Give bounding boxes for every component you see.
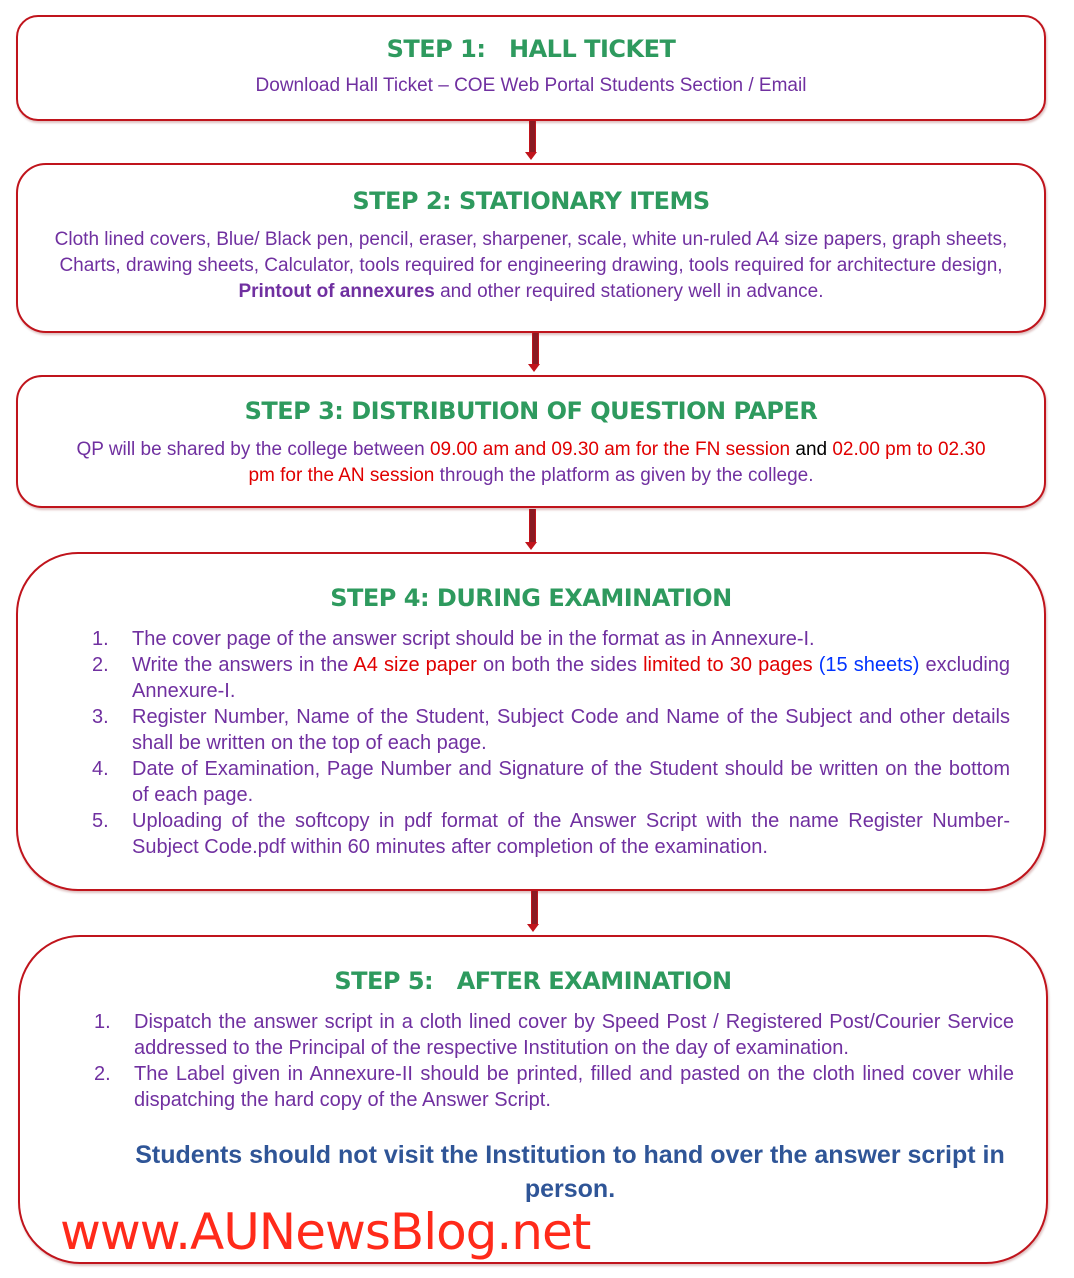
list-item [94,1061,1014,1113]
list-item [92,756,1010,808]
step-4-title: STEP 4: DURING EXAMINATION [330,584,732,612]
text-run: and other required stationery well in advance. [434,281,824,302]
step-4-box [16,552,1046,891]
step-3-box [16,375,1046,508]
text-run: Write the answers in the [132,654,354,676]
text-run: Dispatch the answer script in a cloth lined cover by Speed Post / Registered Post/Courier Service addressed to the Principal of the respective Institution on the day of examination. [134,1011,1014,1059]
step-2-title: STEP 2: STATIONARY ITEMS [352,187,710,215]
list-number: 1. [92,628,109,650]
list-number: 3. [92,706,109,728]
text-run: (15 sheets) [812,654,920,676]
list-item [94,1009,1014,1061]
step-1-box [16,15,1046,121]
text-run: Uploading of the softcopy in pdf format of the Answer Script with the name Register Number-Subject Code.pdf within 60 minutes after completion of the examination. [132,810,1010,858]
text-run: Cloth lined covers, Blue/ Black pen, pencil, eraser, sharpener, scale, white un-ruled A4 size papers, graph sheets, Charts, drawing sheets, Calculator, tools required for engineering drawing, tools required for architecture design, [54,229,1008,276]
list-item [92,626,1010,652]
list-item [92,704,1010,756]
text-run: QP will be shared by the college between [76,439,430,460]
text-run: through the platform as given by the college. [434,465,814,486]
arrow-down-icon [529,121,536,153]
step-5-title: STEP 5: AFTER EXAMINATION [334,967,732,995]
list-number: 5. [92,810,109,832]
step-1-text [18,73,1044,99]
arrow-down-icon [529,509,536,543]
text-run: Download Hall Ticket – COE Web Portal Students Section / Email [255,75,807,96]
text-run: Date of Examination, Page Number and Signature of the Student should be written on the bottom of each page. [132,758,1010,806]
arrow-down-icon [532,333,539,365]
text-run: limited to 30 pages [643,654,813,676]
step-1-title: STEP 1: HALL TICKET [386,35,676,63]
text-run: on both the sides [476,654,644,676]
list-number: 1. [94,1011,111,1033]
step-3-text [68,437,994,489]
notice-text: Students should not visit the Institution to hand over the answer script in person. [135,1141,1005,1203]
list-number: 2. [94,1063,111,1085]
text-run: 02.00 pm to 02.30 pm for the AN session [248,439,986,486]
text-run: 09.00 am and 09.30 am for the FN session [429,439,791,460]
text-run: Register Number, Name of the Student, Subject Code and Name of the Subject and other details shall be written on the top of each page. [132,706,1010,754]
list-item [92,808,1010,860]
text-run: and [790,439,833,460]
list-item [92,652,1010,704]
arrow-down-icon [531,891,538,925]
step-2-text [48,227,1014,305]
list-number: 2. [92,654,109,676]
step-4-list [92,626,1010,860]
step-3-title: STEP 3: DISTRIBUTION OF QUESTION PAPER [244,397,818,425]
text-run: The Label given in Annexure-II should be printed, filled and pasted on the cloth lined cover while dispatching the hard copy of the Answer Script. [134,1063,1014,1111]
text-run: A4 size paper [353,654,477,676]
text-run: Printout of annexures [238,281,435,302]
text-run: The cover page of the answer script should be in the format as in Annexure-I. [132,628,815,650]
text-run: excluding Annexure-I. [132,654,1011,702]
step-5-list [94,1009,1014,1113]
list-number: 4. [92,758,109,780]
step-2-box [16,163,1046,333]
watermark: www.AUNewsBlog.net [60,1203,591,1261]
